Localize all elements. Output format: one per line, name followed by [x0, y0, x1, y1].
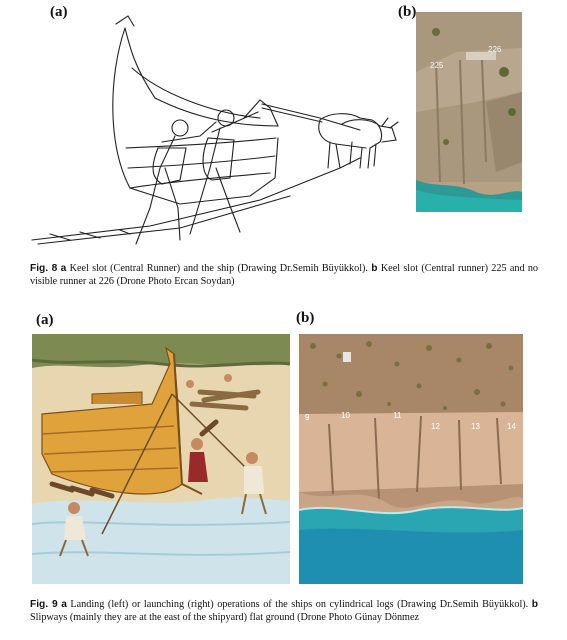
fig8b-label-225: 225 [430, 61, 444, 70]
fig8a-ship-line-drawing [30, 8, 400, 248]
fig8-caption-a-marker: a [60, 263, 67, 274]
fig8b-label-226: 226 [488, 45, 502, 54]
fig9-caption-b-marker: b [531, 599, 539, 610]
fig9b-label-10: 10 [341, 411, 350, 420]
fig8-panel-b-label: (b) [398, 4, 417, 20]
fig9b-label-9: 9 [305, 413, 310, 422]
fig9-panel-a-label: (a) [36, 312, 54, 328]
fig8-caption-b-text: Keel slot (Central runner) 225 and no visible runner at 226 (Drone Photo Ercan Soydan) [30, 263, 539, 287]
fig9-caption-a-text: Landing (left) or launching (right) operations of the ships on cylindrical logs (Drawing Dr.Semih Büyükkol). [70, 599, 529, 610]
fig8-caption-number: Fig. 8 [30, 263, 58, 274]
fig8-caption-b-marker: b [371, 263, 378, 274]
fig9-caption-a-marker: a [61, 599, 67, 610]
fig9b-drone-photo [299, 334, 523, 584]
fig9b-label-13: 13 [471, 422, 480, 431]
fig8-caption-a-text: Keel slot (Central Runner) and the ship (Drawing Dr.Semih Büyükkol). [69, 263, 368, 274]
fig9-caption [30, 598, 538, 624]
fig9b-label-14: 14 [507, 422, 516, 431]
fig9-caption-number: Fig. 9 [30, 599, 58, 610]
fig9-panel-b-label: (b) [296, 310, 315, 326]
fig8-panel-a-label: (a) [50, 4, 68, 20]
fig9a-ship-color-drawing [32, 334, 290, 584]
fig9-caption-b-text: Slipways (mainly they are at the east of the shipyard) flat ground (Drone Photo Günay Dönmez [30, 612, 420, 623]
fig9b-label-11: 11 [393, 411, 402, 420]
fig8-caption [30, 262, 538, 288]
fig8b-drone-photo [416, 12, 522, 212]
fig9b-label-12: 12 [431, 422, 440, 431]
